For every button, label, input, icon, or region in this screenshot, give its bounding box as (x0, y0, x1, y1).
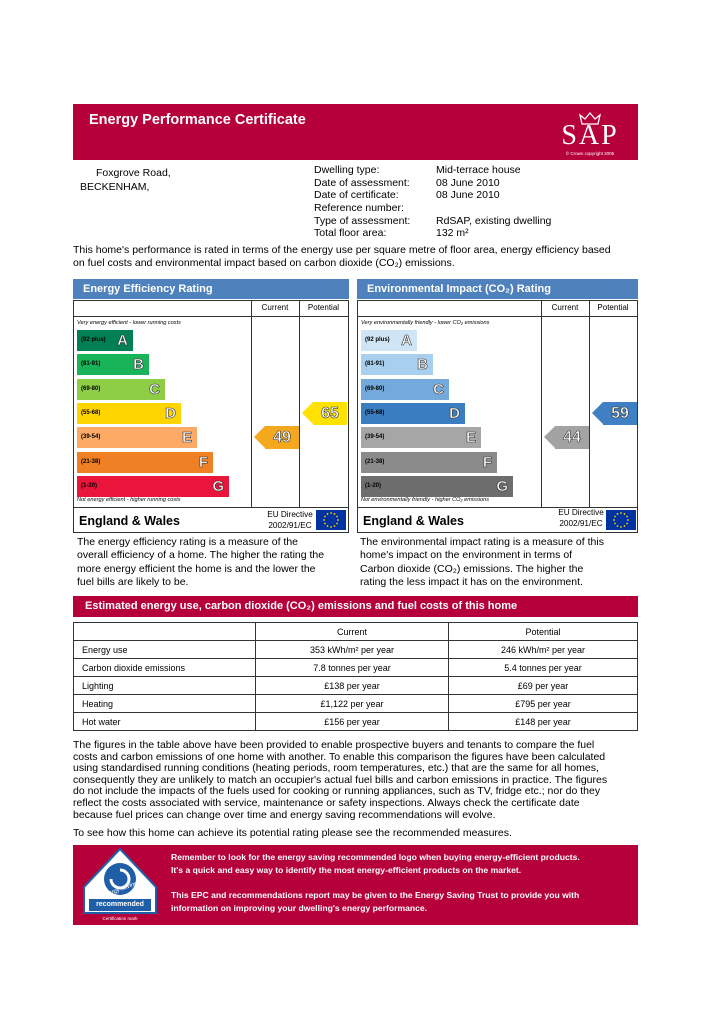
environment-desc-line: Carbon dioxide (CO₂) emissions. The higher the (360, 562, 584, 575)
environment-bar-d (361, 403, 465, 424)
efficiency-current-header: Current (261, 303, 289, 312)
estimates-heading (73, 596, 638, 617)
environment-bar-c (361, 379, 449, 400)
property-label: Date of certificate: (314, 189, 399, 202)
efficiency-bar-c (77, 379, 165, 400)
bar-letter: F (198, 453, 208, 471)
disclaimer-line: reflect the costs associated with service, maintenance or safety inspections. Always check the certificate date (73, 796, 580, 809)
property-value: RdSAP, existing dwelling (436, 214, 552, 227)
sap-copyright: © Crown copyright 2005 (565, 151, 615, 156)
table-cell-current: 353 kWh/m² per year (256, 641, 449, 659)
bar-letter: G (212, 477, 224, 495)
property-label: Date of assessment: (314, 176, 410, 189)
efficiency-top-note: Very energy efficient - lower running costs (77, 320, 181, 326)
disclaimer-paragraph (73, 740, 643, 821)
property-value: 08 June 2010 (436, 189, 500, 202)
header-banner (73, 104, 638, 160)
bar-range-label: (55-68) (365, 409, 385, 416)
environment-current-header: Current (551, 303, 579, 312)
property-info (314, 164, 634, 240)
property-row (314, 227, 634, 240)
table-row (74, 713, 638, 731)
efficiency-description (77, 536, 347, 590)
promo-banner (73, 845, 638, 925)
address-line-1: Foxgrove Road, (96, 167, 171, 179)
bar-letter: G (496, 477, 508, 495)
property-label: Dwelling type: (314, 164, 380, 176)
page-title: Energy Performance Certificate (89, 112, 306, 128)
property-label: Reference number: (314, 202, 404, 215)
bar-letter: D (449, 404, 460, 422)
table-row (74, 677, 638, 695)
promo-text-1 (171, 851, 631, 876)
bar-letter: A (401, 332, 412, 349)
bar-letter: E (465, 429, 476, 447)
disclaimer-line: costs and carbon emissions of one home with another. To enable this comparison the figures have been calculated (73, 750, 606, 763)
bar-range-label: (1-20) (81, 482, 98, 489)
table-cell-label: Energy use (74, 641, 256, 659)
bar-range-label: (21-38) (365, 458, 385, 465)
energy-saving-logo (81, 847, 159, 923)
promo-line: information on improving your dwelling's energy performance. (171, 902, 428, 913)
bar-letter: C (149, 380, 160, 398)
environment-desc-line: home's impact on the environment in terms of (360, 549, 573, 562)
efficiency-eu-directive (262, 510, 318, 531)
efficiency-bar-f (77, 452, 213, 473)
bar-range-label: (39-54) (365, 434, 385, 441)
environment-potential-header: Potential (597, 303, 629, 312)
logo-line-2: recommended (96, 901, 144, 908)
table-cell-potential: £148 per year (449, 713, 638, 731)
bar-range-label: (69-80) (365, 385, 385, 392)
table-cell-label: Lighting (74, 677, 256, 695)
disclaimer-line: The figures in the table above have been provided to enable prospective buyers and tenants to compare the fuel (73, 739, 595, 751)
efficiency-bar-d (77, 403, 181, 424)
table-cell-potential: £795 per year (449, 695, 638, 713)
property-row (314, 189, 634, 202)
bar-range-label: (1-20) (365, 482, 382, 489)
efficiency-bar-a (77, 330, 133, 351)
bar-letter: B (133, 356, 144, 374)
efficiency-current-value: 49 (265, 426, 299, 449)
environment-desc-line: The environmental impact rating is a measure of this (360, 536, 604, 548)
bar-letter: D (165, 404, 176, 422)
table-header-potential: Potential (449, 623, 638, 641)
environment-bar-f (361, 452, 497, 473)
environment-bar-g (361, 476, 513, 497)
bar-range-label: (81-91) (365, 361, 385, 368)
environment-bar-b (361, 354, 433, 375)
environment-bar-e (361, 427, 481, 448)
property-row (314, 215, 634, 228)
intro-line-2: on fuel costs and environmental impact based on carbon dioxide (CO₂) emissions. (73, 257, 455, 269)
environment-heading: Environmental Impact (CO₂) Rating (357, 279, 638, 299)
estimates-table (73, 622, 638, 731)
efficiency-potential-arrow (302, 402, 347, 425)
eu-flag-icon (606, 510, 636, 530)
efficiency-potential-header: Potential (307, 303, 340, 312)
property-row (314, 177, 634, 190)
property-value: 132 m² (436, 227, 469, 240)
efficiency-eu-line-1: EU Directive (267, 510, 313, 519)
table-header-row (74, 623, 638, 641)
logo-caption: Certification mark (102, 916, 138, 921)
eu-flag-icon (316, 510, 346, 530)
efficiency-desc-line: The energy efficiency rating is a measure of the (77, 536, 299, 548)
environment-eu-line-1: EU Directive (558, 508, 604, 517)
efficiency-desc-line: more energy efficient the home is and the lower the (77, 562, 316, 575)
bar-range-label: (39-54) (81, 434, 101, 441)
promo-text-2 (171, 889, 631, 914)
environment-current-value: 44 (555, 426, 589, 449)
bar-letter: C (433, 380, 444, 398)
environment-potential-arrow (592, 402, 637, 425)
efficiency-desc-line: overall efficiency of a home. The higher the rating the (77, 549, 325, 562)
efficiency-bar-e (77, 427, 197, 448)
environment-description (360, 536, 636, 590)
environment-top-note: Very environmentally friendly - lower CO₂ emissions (361, 320, 490, 326)
table-cell-label: Heating (74, 695, 256, 713)
promo-line: Remember to look for the energy saving recommended logo when buying energy-efficient products. (171, 852, 580, 862)
property-row (314, 202, 634, 215)
table-cell-potential: 246 kWh/m² per year (449, 641, 638, 659)
environment-rating-chart (357, 300, 638, 533)
environment-bottom-note: Not environmentally friendly - higher CO₂ emissions (361, 497, 490, 503)
efficiency-bar-b (77, 354, 149, 375)
table-cell-potential: £69 per year (449, 677, 638, 695)
table-header-empty (74, 623, 256, 641)
disclaimer-line: do not include the impacts of the fuels used for cooking or running appliances, such as TV, fridge etc.; nor do they (73, 785, 601, 798)
bar-letter: E (181, 429, 192, 447)
efficiency-eu-line-2: 2002/91/EC (268, 520, 312, 530)
table-cell-potential: 5.4 tonnes per year (449, 659, 638, 677)
property-row (314, 164, 634, 177)
efficiency-rating-chart (73, 300, 349, 533)
efficiency-potential-value: 65 (313, 402, 347, 425)
promo-line: It's a quick and easy way to identify the most energy-efficient products on the market. (171, 864, 522, 875)
environment-eu-directive (553, 508, 609, 529)
efficiency-region-label: England & Wales (79, 514, 180, 528)
sap-logo (550, 110, 630, 158)
property-label: Type of assessment: (314, 214, 411, 227)
table-cell-label: Carbon dioxide emissions (74, 659, 256, 677)
table-cell-current: £138 per year (256, 677, 449, 695)
efficiency-desc-line: fuel bills are likely to be. (77, 576, 189, 589)
bar-letter: A (117, 332, 128, 349)
intro-text (73, 244, 643, 270)
property-label: Total floor area: (314, 227, 387, 240)
environment-potential-value: 59 (603, 402, 637, 425)
table-row (74, 641, 638, 659)
environment-bar-a (361, 330, 417, 351)
table-row (74, 659, 638, 677)
property-value: 08 June 2010 (436, 176, 500, 189)
bar-letter: B (417, 356, 428, 374)
sap-logo-text: SAP (561, 120, 619, 151)
table-cell-current: £156 per year (256, 713, 449, 731)
bar-range-label: (92 plus) (365, 337, 390, 343)
bar-range-label: (81-91) (81, 361, 101, 368)
bar-range-label: (92 plus) (81, 337, 106, 343)
intro-line-1: This home's performance is rated in terms of the energy use per square metre of floor area, energy efficiency based (73, 244, 611, 256)
estimates-heading-text: Estimated energy use, carbon dioxide (CO₂) emissions and fuel costs of this home (85, 600, 518, 612)
table-cell-label: Hot water (74, 713, 256, 731)
bar-range-label: (55-68) (81, 409, 101, 416)
see-measures-text: To see how this home can achieve its potential rating please see the recommended measures. (73, 827, 512, 839)
table-row (74, 695, 638, 713)
environment-eu-line-2: 2002/91/EC (559, 518, 603, 528)
efficiency-bottom-note: Not energy efficient - higher running costs (77, 497, 181, 503)
efficiency-current-arrow (254, 426, 299, 449)
bar-range-label: (21-38) (81, 458, 101, 465)
property-value: Mid-terrace house (436, 164, 521, 176)
logo-line-1: energy saving (101, 880, 139, 900)
address-line-2: BECKENHAM, (80, 181, 150, 193)
disclaimer-line: because fuel prices can change over time and energy saving recommendations will evolve. (73, 808, 496, 821)
disclaimer-line: consequently they are unlikely to match an occupier's actual fuel bills and carbon emissions in practice. The figures (73, 773, 608, 786)
bar-letter: F (482, 453, 492, 471)
efficiency-heading: Energy Efficiency Rating (73, 279, 349, 299)
environment-current-arrow (544, 426, 589, 449)
table-cell-current: 7.8 tonnes per year (256, 659, 449, 677)
promo-line: This EPC and recommendations report may be given to the Energy Saving Trust to provide you with (171, 890, 580, 900)
efficiency-bar-g (77, 476, 229, 497)
environment-region-label: England & Wales (363, 514, 464, 528)
environment-desc-line: rating the less impact it has on the environment. (360, 576, 583, 589)
disclaimer-line: using standardised running conditions (heating periods, room temperatures, etc.) that are the same for all homes, (73, 762, 599, 775)
table-cell-current: £1,122 per year (256, 695, 449, 713)
table-header-current: Current (256, 623, 449, 641)
bar-range-label: (69-80) (81, 385, 101, 392)
